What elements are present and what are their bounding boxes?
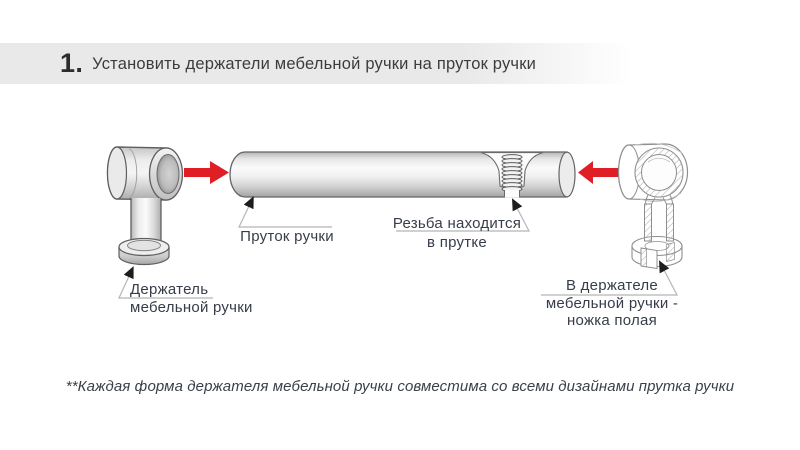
handle-holder-right-cutaway-illustration [619,143,688,268]
label-holder-left [130,281,253,317]
label-line: В держателе [565,277,659,294]
label-rod [240,228,334,246]
step-title-text: Установить держатели мебельной ручки на пруток ручки [92,54,537,73]
label-holder-right [546,277,678,330]
label-line: мебельной ручки - [545,294,679,312]
label-line: мебельной ручки [130,299,253,316]
step-title-bar [0,43,800,84]
handle-holder-left-illustration [108,147,183,265]
label-line: Пруток ручки [240,228,334,245]
label-thread [393,215,521,252]
label-line: в прутке [427,233,487,251]
label-line: ножка полая [567,312,657,329]
compatibility-footnote: **Каждая форма держателя мебельной ручки совместима со всеми дизайнами прутка ручки [65,378,735,395]
step-number: 1. [60,48,84,78]
leader-rod-label [239,204,332,227]
label-line: Держатель [130,281,209,298]
red-arrow-right-icon [184,161,229,184]
label-line: Резьба находится [392,215,522,232]
handle-rod-illustration [230,152,575,198]
thread-coil [502,155,522,192]
red-arrow-left-icon [578,161,618,184]
